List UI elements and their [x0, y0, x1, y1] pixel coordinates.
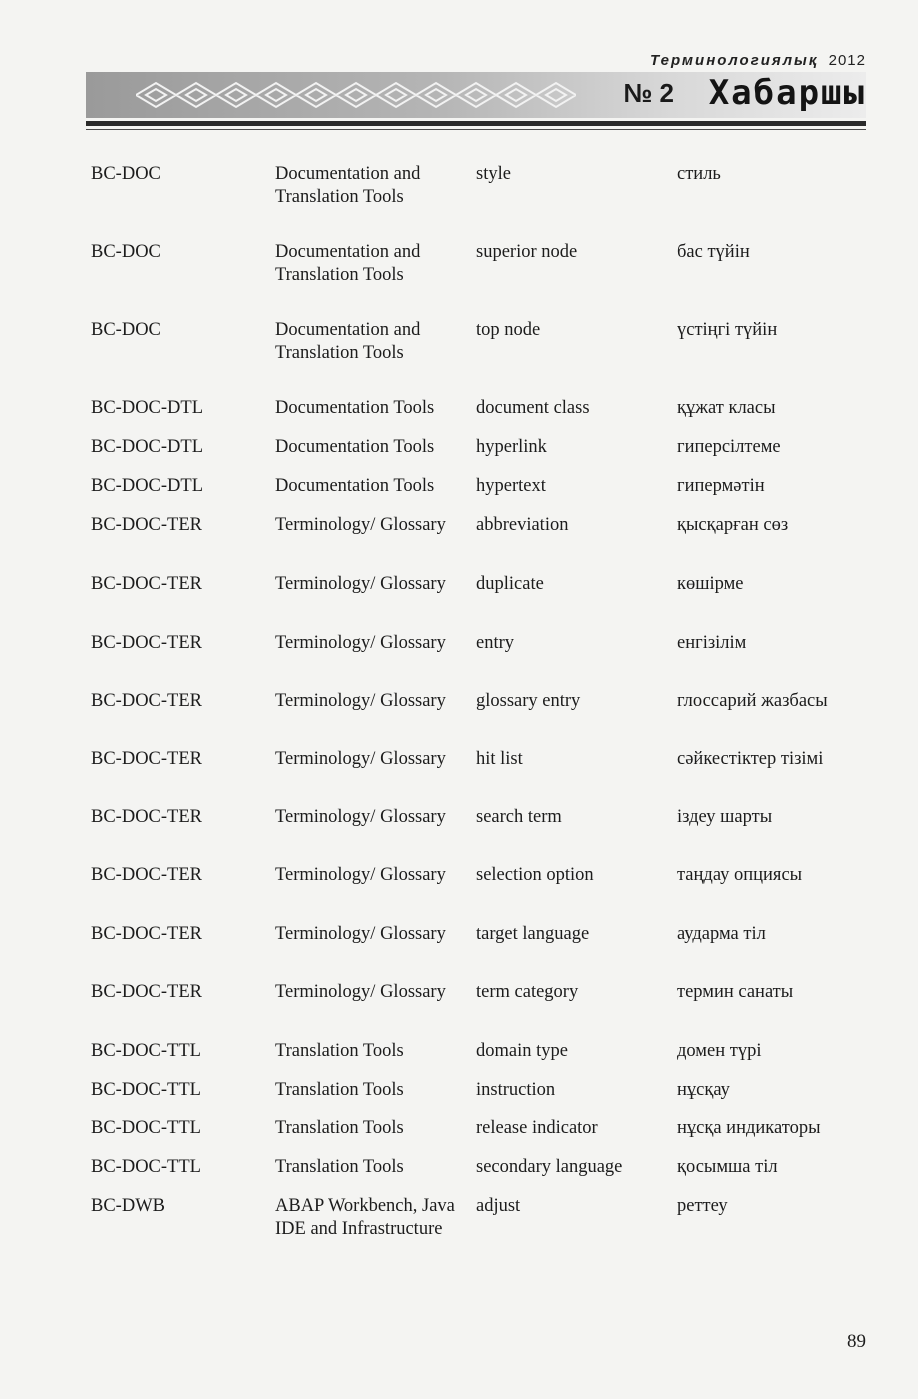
component-code: BC-DOC-TER	[91, 865, 202, 885]
term-kazakh: қысқарған сөз	[677, 515, 789, 535]
component-name: Terminology/ Glossary	[275, 924, 446, 944]
term-kazakh: таңдау опциясы	[677, 865, 803, 885]
term-english: term category	[476, 982, 579, 1002]
component-name: Documentation and Translation Tools	[275, 242, 421, 285]
term-kazakh: сәйкестіктер тізімі	[677, 749, 824, 769]
page-number: 89	[847, 1331, 866, 1352]
term-kazakh: құжат класы	[677, 398, 776, 418]
term-english: adjust	[476, 1196, 521, 1216]
component-name: Documentation and Translation Tools	[275, 164, 421, 207]
term-kazakh: көшірме	[677, 574, 744, 594]
issue-number: № 2	[623, 78, 674, 108]
component-name: Documentation Tools	[275, 476, 435, 496]
component-name: Documentation and Translation Tools	[275, 320, 421, 363]
term-english: superior node	[476, 242, 578, 262]
term-kazakh: енгізілім	[677, 633, 747, 653]
term-kazakh: қосымша тіл	[677, 1157, 778, 1177]
term-english: search term	[476, 807, 562, 827]
term-kazakh: глоссарий жазбасы	[677, 691, 828, 711]
term-english: duplicate	[476, 574, 544, 594]
component-code: BC-DOC-TER	[91, 749, 202, 769]
component-name: Terminology/ Glossary	[275, 515, 446, 535]
component-code: BC-DWB	[91, 1196, 165, 1216]
term-english: domain type	[476, 1041, 568, 1061]
term-english: glossary entry	[476, 691, 581, 711]
component-code: BC-DOC-DTL	[91, 398, 204, 418]
component-code: BC-DOC-TER	[91, 982, 202, 1002]
component-code: BC-DOC	[91, 164, 161, 184]
term-english: instruction	[476, 1080, 556, 1100]
component-name: Translation Tools	[275, 1080, 404, 1100]
component-name: Terminology/ Glossary	[275, 749, 446, 769]
term-kazakh: үстіңгі түйін	[677, 320, 778, 340]
component-name: Terminology/ Glossary	[275, 807, 446, 827]
term-english: hit list	[476, 749, 523, 769]
term-kazakh: нұсқа индикаторы	[677, 1118, 821, 1138]
component-code: BC-DOC-DTL	[91, 476, 204, 496]
component-code: BC-DOC	[91, 242, 161, 262]
journal-year: 2012	[828, 52, 866, 69]
component-name: Terminology/ Glossary	[275, 574, 446, 594]
term-kazakh: нұсқау	[677, 1080, 730, 1100]
component-code: BC-DOC-DTL	[91, 437, 204, 457]
term-kazakh: стиль	[677, 164, 721, 184]
term-english: document class	[476, 398, 590, 418]
term-english: target language	[476, 924, 590, 944]
component-code: BC-DOC-TTL	[91, 1041, 201, 1061]
component-name: Terminology/ Glossary	[275, 982, 446, 1002]
component-code: BC-DOC-TER	[91, 807, 202, 827]
term-kazakh: домен түрі	[677, 1041, 762, 1061]
term-kazakh: термин санаты	[677, 982, 794, 1002]
component-code: BC-DOC-TER	[91, 515, 202, 535]
journal-title: Хабаршы	[708, 73, 866, 113]
component-code: BC-DOC-TER	[91, 574, 202, 594]
component-name: ABAP Workbench, Java IDE and Infrastructure	[275, 1196, 455, 1239]
term-english: hypertext	[476, 476, 546, 496]
term-english: abbreviation	[476, 515, 569, 535]
term-english: secondary language	[476, 1157, 623, 1177]
journal-name-text: Терминологиялық	[650, 52, 819, 69]
component-name: Documentation Tools	[275, 398, 435, 418]
term-kazakh: реттеу	[677, 1196, 728, 1216]
component-code: BC-DOC-TTL	[91, 1080, 201, 1100]
term-kazakh: гиперсілтеме	[677, 437, 781, 457]
term-english: hyperlink	[476, 437, 547, 457]
component-name: Terminology/ Glossary	[275, 691, 446, 711]
component-code: BC-DOC-TER	[91, 691, 202, 711]
component-code: BC-DOC-TTL	[91, 1157, 201, 1177]
component-name: Terminology/ Glossary	[275, 865, 446, 885]
component-name: Terminology/ Glossary	[275, 633, 446, 653]
term-english: style	[476, 164, 511, 184]
term-english: top node	[476, 320, 541, 340]
component-code: BC-DOC-TTL	[91, 1118, 201, 1138]
component-name: Translation Tools	[275, 1157, 404, 1177]
component-code: BC-DOC-TER	[91, 633, 202, 653]
term-kazakh: бас түйін	[677, 242, 750, 262]
term-english: entry	[476, 633, 515, 653]
term-english: selection option	[476, 865, 594, 885]
term-kazakh: гипермәтін	[677, 476, 765, 496]
term-kazakh: аударма тіл	[677, 924, 766, 944]
term-kazakh: іздеу шарты	[677, 807, 773, 827]
component-code: BC-DOC	[91, 320, 161, 340]
component-code: BC-DOC-TER	[91, 924, 202, 944]
component-name: Documentation Tools	[275, 437, 435, 457]
component-name: Translation Tools	[275, 1041, 404, 1061]
component-name: Translation Tools	[275, 1118, 404, 1138]
term-english: release indicator	[476, 1118, 598, 1138]
